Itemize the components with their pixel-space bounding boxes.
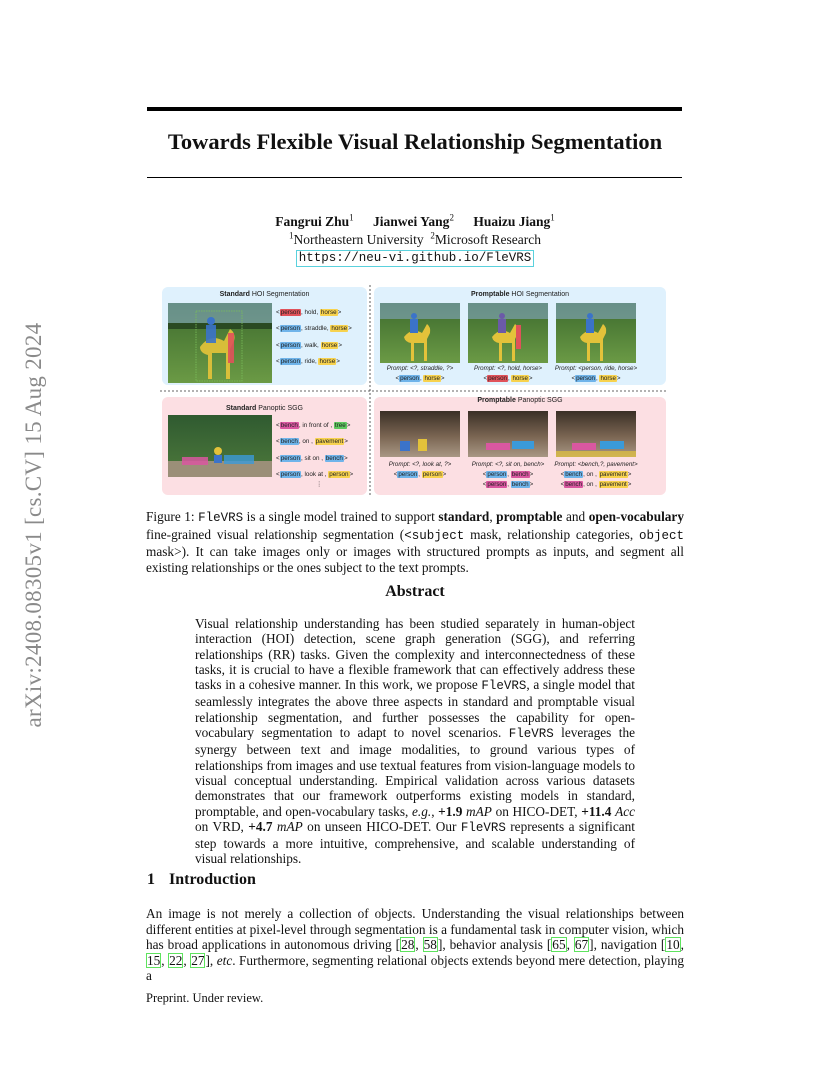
sgg-photo-prompt-2 (468, 411, 548, 457)
abstract-paragraph: Visual relationship understanding has been studied separately in human-object interaction (HOI) detection, scene graph generation (SGG), and referring relationships (RR) tasks. Given the complexity and interconnectedness of these tasks, it is crucial to have a flexible framework that can effectively address these tasks in a cohesive manner. In this work, we propose FleVRS, a single model that seamlessly integrates the above three aspects in standard and promptable visual relationship segmentation, and further possesses the capability for open-vocabulary segmentation to adapt to novel scenarios. FleVRS leverages the synergy between text and image modalities, to ground various types of relationships from images and use textual features from vision-language models to visual conceptual understanding. Empirical validation across various datasets demonstrates that our framework outperforms existing models in standard, promptable, and open-vocabulary tasks, e.g., +1.9 mAP on HICO-DET, +11.4 Acc on VRD, +4.7 mAP on unseen HICO-DET. Our FleVRS represents a significant step towards a more intuitive, comprehensive, and scalable understanding of visual relationships. (195, 616, 636, 867)
figure-1 (160, 285, 668, 497)
object-chip: horse (321, 342, 338, 349)
hoi-triplet: <person, straddle, horse> (276, 325, 352, 332)
paper-title: Towards Flexible Visual Relationship Segmentation (167, 129, 663, 154)
hoi-output: <person, horse> (483, 375, 533, 382)
sgg-photo-prompt-3 (556, 411, 636, 457)
hoi-prompt: Prompt: <person, ride, horse> (554, 365, 638, 372)
sgg-ellipsis: ⋮ (316, 481, 323, 488)
sgg-output: <person, bench> (482, 471, 534, 478)
hoi-output: <person, horse> (571, 375, 621, 382)
citation-link[interactable]: 10 (666, 937, 680, 952)
title-bottom-rule (147, 177, 682, 178)
citation-link[interactable]: 15 (147, 952, 161, 968)
hoi-photo-standard (168, 303, 272, 383)
abstract-heading: Abstract (385, 583, 445, 600)
arxiv-stamp: arXiv:2408.08305v1 [cs.CV] 15 Aug 2024 (21, 322, 46, 728)
subject-chip: person (280, 309, 300, 316)
sgg-triplet: <person, look at , person> (276, 471, 354, 478)
author-list (148, 214, 682, 230)
hoi-triplet: <person, hold, horse> (276, 309, 342, 316)
object-chip: horse (331, 325, 348, 332)
sgg-prompt: Prompt: <bench,?, pavement> (554, 461, 638, 468)
introduction-body: An image is not merely a collection of objects. Understanding the visual relationships between different entities at pixel-level through segmentation is a fundamental task in computer vision, which has broad applications in autonomous driving [28, 58], behavior analysis [65, 67], navigation [10, 15, 22, 27], etc. Furthermore, segmenting relational objects extends beyond mere detection, playing a (146, 906, 685, 983)
project-url-link[interactable]: https://neu-vi.github.io/FleVRS (296, 250, 535, 267)
citation-link[interactable]: 28 (401, 937, 415, 952)
object-chip: horse (320, 309, 337, 316)
citation-link[interactable]: 22 (169, 952, 183, 968)
promptable-sgg-title: Promptable Panoptic SGG (477, 397, 563, 404)
hoi-triplet: <person, walk, horse> (276, 342, 343, 349)
hoi-output: <person, horse> (395, 375, 445, 382)
subject-chip: person (280, 358, 300, 365)
standard-sgg-title: Standard Panoptic SGG (225, 405, 304, 412)
figure-caption: Figure 1: FleVRS is a single model trained to support standard, promptable and open-vocabulary fine-grained visual relationship segmentation (<subject mask, relationship categories, object mask>). It can take images only or images with structured prompts as inputs, and segment all existing relationships or the ones subject to the text prompts. (146, 509, 685, 575)
sgg-photo-standard (168, 415, 272, 477)
subject-chip: person (280, 325, 300, 332)
preprint-footer: Preprint. Under review. (146, 991, 264, 1005)
sgg-output: <bench, on , pavement> (560, 471, 632, 478)
section-heading-introduction: 1 Introduction (147, 871, 256, 888)
sgg-output: <person, person> (393, 471, 447, 478)
abstract-body (195, 616, 635, 867)
sgg-prompt: Prompt: <?, sit on, bench> (471, 461, 545, 468)
hoi-photo-prompt-1 (380, 303, 460, 363)
sgg-photo-prompt-1 (380, 411, 460, 457)
hoi-photo-prompt-2 (468, 303, 548, 363)
author: Huaizu Jiang$^1$ (473, 212, 555, 229)
affiliations: $^1$Northeastern University $^2$Microsoft Research (289, 230, 541, 247)
standard-hoi-title: Standard HOI Segmentation (219, 291, 310, 298)
promptable-hoi-title: Promptable HOI Segmentation (470, 291, 570, 298)
author: Fangrui Zhu$^1$ (275, 212, 354, 229)
hoi-prompt: Prompt: <?, hold, horse> (473, 365, 543, 372)
citation-link[interactable]: 58 (423, 937, 437, 952)
object-chip: horse (319, 358, 336, 365)
sgg-prompt: Prompt: <?, look at, ?> (388, 461, 452, 468)
hoi-prompt: Prompt: <?, straddle, ?> (386, 365, 454, 372)
citation-link[interactable]: 27 (191, 952, 205, 968)
sgg-triplet: <person, sit on , bench> (276, 455, 348, 462)
hoi-photo-prompt-3 (556, 303, 636, 363)
sgg-triplet: <bench, in front of , tree> (276, 422, 351, 429)
citation-link[interactable]: 65 (552, 937, 566, 952)
sgg-output: <person, bench> (482, 481, 534, 488)
sgg-triplet: <bench, on , pavement> (276, 438, 348, 445)
author: Jianwei Yang$^2$ (373, 212, 454, 229)
top-rule (147, 107, 682, 111)
citation-link[interactable]: 67 (574, 937, 589, 952)
sgg-output: <bench, on , pavement> (560, 481, 632, 488)
project-url-wrap (148, 248, 682, 267)
hoi-triplet: <person, ride, horse> (276, 358, 340, 365)
subject-chip: person (280, 342, 300, 349)
